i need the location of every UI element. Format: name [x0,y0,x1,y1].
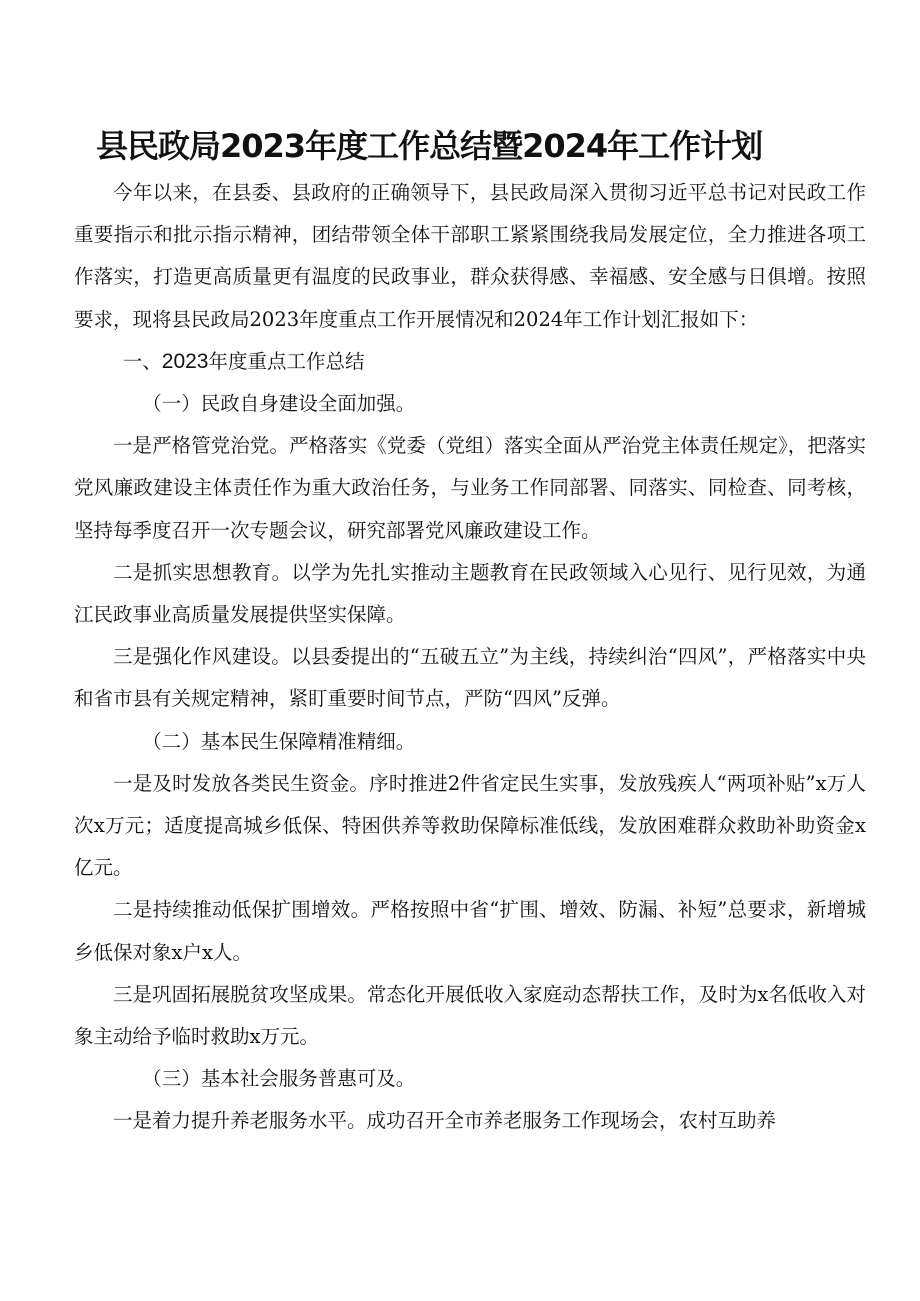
intro-paragraph: 今年以来，在县委、县政府的正确领导下，县民政局深入贯彻习近平总书记对民政工作重要指示和批示指示精神，团结带领全体干部职工紧紧围绕我局发展定位，全力推进各项工作落实，打造更高质量更有温度的民政事业，群众获得感、幸福感、安全感与日俱增。按照要求，现将县民政局2023年度重点工作开展情况和2024年工作计划汇报如下： [74,181,866,331]
subsection-heading-3: （三）基本社会服务普惠可及。 [142,1067,416,1091]
section-heading-year: 2023 [161,349,209,373]
subsection-heading-1: （一）民政自身建设全面加强。 [142,392,416,416]
section-heading-text: 年度重点工作总结 [208,349,365,373]
section-heading-1 [74,341,866,383]
subsection-heading-2: （二）基本民生保障精准精细。 [142,729,416,753]
paragraph-livelihood-funds: 一是及时发放各类民生资金。序时推进2件省定民生实事，发放残疾人“两项补贴”x万人次x万元；适度提高城乡低保、特困供养等救助保障标准低线，发放困难群众救助补助资金x亿元。 [74,771,866,880]
document-body [74,172,866,1143]
document-title: 县民政局2023年度工作总结暨2024年工作计划 [96,127,763,165]
paragraph-poverty-alleviation: 三是巩固拓展脱贫攻坚成果。常态化开展低收入家庭动态帮扶工作，及时为x名低收入对象主动给予临时救助x万元。 [74,982,866,1049]
paragraph-subsistence-allowance: 二是持续推动低保扩围增效。严格按照中省“扩围、增效、防漏、补短”总要求，新增城乡低保对象x户x人。 [74,898,866,964]
paragraph-work-style: 三是强化作风建设。以县委提出的“五破五立”为主线，持续纠治“四风”，严格落实中央和省市县有关规定精神，紧盯重要时间节点，严防“四风”反弹。 [74,645,866,711]
paragraph-elderly-care: 一是着力提升养老服务水平。成功召开全市养老服务工作现场会，农村互助养 [113,1109,777,1133]
paragraph-party-governance: 一是严格管党治党。严格落实《党委（党组）落实全面从严治党主体责任规定》，把落实党风廉政建设主体责任作为重大政治任务，与业务工作同部署、同落实、同检查、同考核，坚持每季度召开一次专题会议，研究部署党风廉政建设工作。 [74,434,866,542]
section-heading-prefix: 一、 [122,349,162,373]
paragraph-ideological-education: 二是抓实思想教育。以学为先扎实推动主题教育在民政领域入心见行、见行见效，为通江民政事业高质量发展提供坚实保障。 [74,560,866,627]
